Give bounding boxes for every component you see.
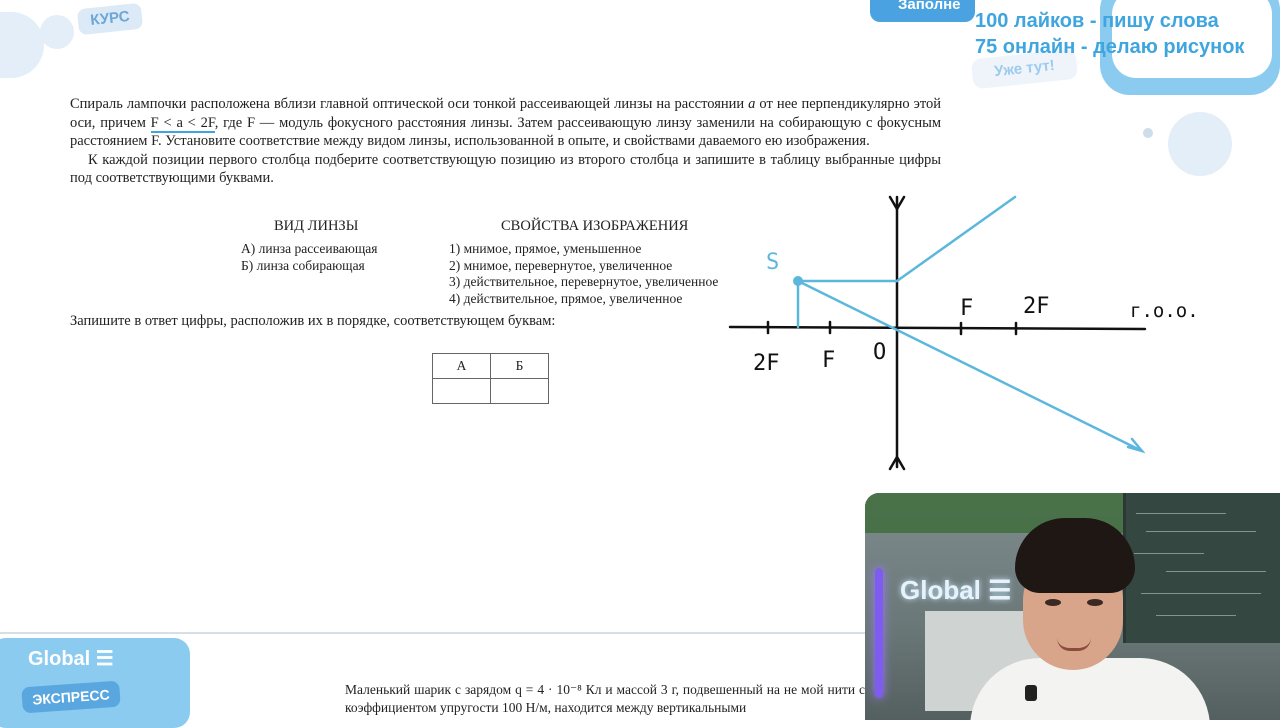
global-logo: Global ☰ <box>28 648 114 670</box>
presenter-body <box>970 658 1210 720</box>
answer-header-b: Б <box>491 354 549 379</box>
problem-text: Спираль лампочки расположена вблизи главной оптической оси тонкой рассеивающей линзы на расстоянии <box>70 96 749 112</box>
webcam-feed <box>865 493 1280 720</box>
label-2f-right: 2F <box>1023 294 1050 319</box>
presenter-hair <box>1015 518 1135 593</box>
webcam-chalkboard <box>1123 493 1280 643</box>
next-problem-text: Маленький шарик с зарядом q = 4 · 10⁻⁸ Кл и массой 3 г, подвешенный на не мой нити с коэффициентом упругости 100 Н/м, находится между вертикальными <box>345 682 865 715</box>
webcam-neon-logo: Global ☰ <box>900 575 1012 605</box>
variable-a: a <box>748 96 756 112</box>
ray-refracted <box>897 197 1015 281</box>
overlay-line-online: 75 онлайн - делаю рисунок <box>975 36 1245 58</box>
uzhe-tut-badge: Уже тут! <box>971 49 1079 90</box>
label-optical-axis: г.о.о. <box>1130 300 1199 322</box>
kurs-badge: КУРС <box>77 3 143 36</box>
problem-text: , где F — модуль фокусного расстояния линзы. Затем рассеивающую линзу заменили на собирающую с фокусным расстоянием F. Установите соответствие между видом линзы, использованной в опыте, и свойствами даваемого ею изображения. <box>70 114 941 149</box>
label-origin: O <box>873 340 887 365</box>
list-item: 2) мнимое, перевернутое, увеличенное <box>449 257 673 273</box>
presenter-eye <box>1087 599 1103 606</box>
answer-cell-b[interactable] <box>491 379 549 404</box>
lens-ray-diagram <box>720 185 1220 485</box>
answer-prompt: Запишите в ответ цифры, расположив их в порядке, соответствующем буквам: <box>70 313 556 329</box>
problem-text: от нее перпендикулярно этой оси, причем <box>70 96 942 131</box>
column-heading-lens-type: ВИД ЛИНЗЫ <box>274 218 359 234</box>
list-item: Б) линза собирающая <box>241 257 365 273</box>
column-heading-image-properties: СВОЙСТВА ИЗОБРАЖЕНИЯ <box>501 218 689 234</box>
list-item: 1) мнимое, прямое, уменьшенное <box>449 241 642 256</box>
label-source: S <box>766 250 780 275</box>
label-2f-left: 2F <box>753 351 780 376</box>
decor-circle <box>1168 112 1232 176</box>
condition-highlight: F < a < 2F <box>150 114 215 131</box>
list-item: 4) действительное, прямое, увеличенное <box>449 290 683 306</box>
express-badge: ЭКСПРЕСС <box>21 681 121 714</box>
label-f-right: F <box>960 296 974 321</box>
overlay-line-likes: 100 лайков - пишу слова <box>975 10 1219 32</box>
problem-paragraph-1 <box>70 95 941 151</box>
answer-table <box>432 353 549 404</box>
list-item: А) линза рассеивающая <box>241 241 378 256</box>
presenter-eye <box>1045 599 1061 606</box>
decor-circle <box>0 12 44 78</box>
list-item: 3) действительное, перевернутое, увеличенное <box>449 274 719 289</box>
section-divider <box>0 632 870 634</box>
zapolne-badge: Заполне <box>870 0 975 22</box>
source-point <box>793 276 803 286</box>
webcam-neon-light <box>875 568 883 698</box>
problem-statement <box>70 95 941 188</box>
optical-axis <box>730 327 1145 329</box>
lens-type-list <box>241 241 377 274</box>
answer-header-a: А <box>433 354 491 379</box>
decor-circle <box>40 15 74 49</box>
image-properties-list <box>449 241 718 307</box>
lapel-mic-icon <box>1025 685 1037 701</box>
problem-paragraph-2: К каждой позиции первого столбца подберите соответствующую позицию из второго столбца и запишите в таблицу выбранные цифры под соответствующими буквами. <box>70 151 941 186</box>
decor-dot <box>1143 128 1153 138</box>
stream-goals-overlay <box>975 8 1244 60</box>
answer-cell-a[interactable] <box>433 379 491 404</box>
label-f-left: F <box>822 348 836 373</box>
